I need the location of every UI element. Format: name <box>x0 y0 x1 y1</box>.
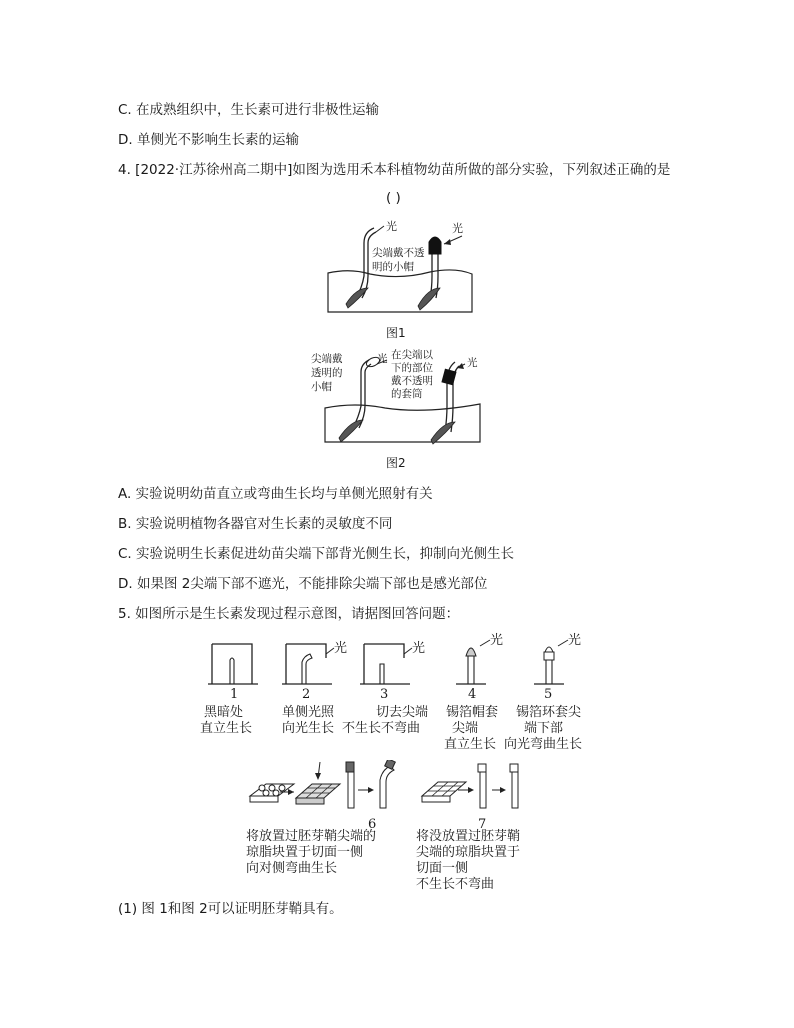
q4-option-b: B. 实验说明植物各器官对生长素的灵敏度不同 <box>118 516 393 532</box>
fig1-label-2: 明的小帽 <box>372 261 414 273</box>
fig1-light-right: 光 <box>452 222 463 235</box>
fig2-left-label-1: 尖端戴 <box>311 353 343 365</box>
q4-figure-1 <box>320 218 480 318</box>
row1-line1-2: 单侧光照 <box>282 705 335 720</box>
row1-line1-1: 黑暗处 <box>204 705 244 720</box>
row1-line3-5: 向光弯曲生长 <box>504 737 583 752</box>
fig2-mid-label-3: 戴不透明 <box>391 375 433 387</box>
q4-option-d: D. 如果图 2尖端下部不遮光，不能排除尖端下部也是感光部位 <box>118 576 488 592</box>
row2-7-line-2: 尖端的琼脂块置于 <box>416 845 521 860</box>
row1-light-2: 光 <box>334 641 348 656</box>
row1-line1-5: 锡箔环套尖 <box>516 705 582 720</box>
row2-num-7: 7 <box>478 817 487 832</box>
row1-line2-3: 不生长不弯曲 <box>342 721 421 736</box>
fig2-mid-label-1: 在尖端以 <box>391 349 433 361</box>
row1-light-3: 光 <box>412 641 426 656</box>
row2-6-line-1: 将放置过胚芽鞘尖端的 <box>246 829 377 844</box>
row1-line1-4: 锡箔帽套 <box>446 705 499 720</box>
row1-num-4: 4 <box>468 687 477 702</box>
row1-line2-5: 端下部 <box>524 721 564 736</box>
row1-num-1: 1 <box>230 687 239 702</box>
q4-stem: 4. [2022·江苏徐州高二期中]如图为选用禾本科植物幼苗所做的部分实验，下列叙述正确的是 <box>118 162 671 178</box>
row2-7-line-3: 切面一侧 <box>416 861 469 876</box>
fig2-left-label-2: 透明的 <box>311 367 343 379</box>
q5-figure-row1 <box>200 632 600 754</box>
q3-option-c: C. 在成熟组织中，生长素可进行非极性运输 <box>118 102 380 118</box>
row1-line2-1: 直立生长 <box>200 721 253 736</box>
q4-option-c: C. 实验说明生长素促进幼苗尖端下部背光侧生长，抑制向光侧生长 <box>118 546 515 562</box>
row1-num-3: 3 <box>380 687 389 702</box>
row2-6-line-2: 琼脂块置于切面一侧 <box>246 845 364 860</box>
row1-line2-2: 向光生长 <box>282 721 335 736</box>
row1-line3-4: 直立生长 <box>444 737 497 752</box>
row1-line1-3: 切去尖端 <box>376 705 429 720</box>
fig2-left-label-3: 小帽 <box>311 381 332 393</box>
row2-6-line-3: 向对侧弯曲生长 <box>246 861 338 876</box>
fig2-light-left: 光 <box>377 353 388 365</box>
fig2-light-right: 光 <box>467 357 478 369</box>
row2-7-line-1: 将没放置过胚芽鞘 <box>416 829 521 844</box>
q4-option-a: A. 实验说明幼苗直立或弯曲生长均与单侧光照射有关 <box>118 486 433 502</box>
fig1-caption: 图1 <box>386 326 406 340</box>
q5-sub-question-1: (1) 图 1和图 2可以证明胚芽鞘具有。 <box>118 901 343 917</box>
row1-light-5: 光 <box>568 633 582 648</box>
fig2-mid-label-4: 的套筒 <box>391 388 423 400</box>
fig1-label-1: 尖端戴不透 <box>372 247 425 259</box>
row2-7-line-4: 不生长不弯曲 <box>416 877 495 890</box>
fig2-caption: 图2 <box>386 456 406 470</box>
row1-line2-4: 尖端 <box>452 721 479 736</box>
row1-num-5: 5 <box>544 687 553 702</box>
fig2-mid-label-2: 下的部位 <box>391 362 433 374</box>
q5-figure-row2 <box>240 760 580 890</box>
q4-figure-2 <box>305 346 485 446</box>
q5-stem: 5. 如图所示是生长素发现过程示意图，请据图回答问题： <box>118 606 460 622</box>
row1-light-4: 光 <box>490 633 504 648</box>
row2-num-6: 6 <box>368 817 377 832</box>
q4-answer-paren: ( ) <box>386 190 401 206</box>
fig1-light-left: 光 <box>386 220 397 233</box>
q3-option-d: D. 单侧光不影响生长素的运输 <box>118 132 299 148</box>
row1-num-2: 2 <box>302 687 311 702</box>
